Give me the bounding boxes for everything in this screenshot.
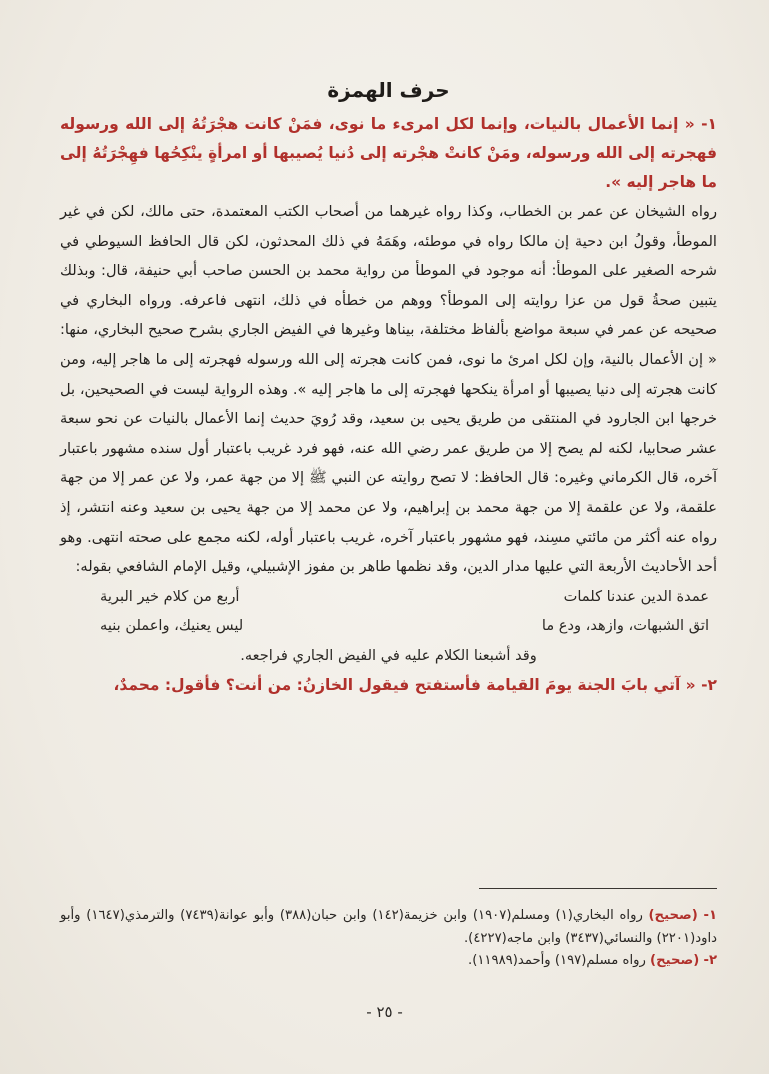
hadith-1-commentary: رواه الشيخان عن عمر بن الخطاب، وكذا رواه غيرهما من أصحاب الكتب المعتمدة، حتى مالك، لكن في غير الموطأ، وقولُ ابن دحية إن مالكا رواه في موطئه، وهَمَهُ في ذلك المحدثون، لكن قال الحافظ السيوطي في شرحه الصغير على الموطأ: أنه موجود في الموطأ من رواية محمد بن الحسن صاحب أبي حنيفة، قال: وبذلك يتبين صحةُ قول من عزا روايته إلى الموطأ؟ ووهم من خطأه في ذلك، انتهى فاعرفه. ورواه البخاري في صحيحه عن عمر في سبعة مواضع بألفاظ مختلفة، بيناها وغيرها في الفيض الجاري بشرح صحيح البخاري، منها: « إن الأعمال بالنية، وإن لكل امرئ ما نوى، فمن كانت هجرته إلى الله ورسوله فهجرته إلى ما هاجر إليه، ومن كانت هجرته إلى دنيا يصيبها أو امرأة ينكحها فهجرته إلى ما هاجر إليه ». وهذه الرواية ليست في الصحيحين، بل خرجها ابن الجارود في المنتقى من طريق يحيى بن سعيد، وقد رُويَ حديث إنما الأعمال بالنيات عن نحو سبعة عشر صحابيا، لكنه لم يصح إلا من طريق عمر رضي الله عنه، فهو فرد غريب باعتبار أول سنده مشهور باعتبار آخره، قال الكرماني وغيره: قال الحافظ: لا تصح روايته عن النبي ﷺ إلا من جهة عمر، ولا عن عمر إلا من جهة علقمة، ولا عن علقمة إلا من جهة محمد بن إبراهيم، ولا عن محمد إلا من جهة يحيى بن سعيد وعنه انتشر، إذ رواه عنه أكثر من مائتي مسِند، فهو مشهور باعتبار آخره، غريب باعتبار أوله، لكنه مجمع على صحته انتهى. وهو أحد الأحاديث الأربعة التي عليها مدار الدين، وقد نظمها طاهر بن مفوز الإشبيلي، وقيل الإمام الشافعي بقوله: xyxy=(60,203,717,576)
poem-line xyxy=(60,582,717,612)
hadith-2-text: ٢- « آتي بابَ الجنة يومَ القيامة فأستفتح فيقول الخازنُ: من أنت؟ فأقول: محمدٌ، xyxy=(113,675,717,694)
poem-hemistich-first: عمدة الدين عندنا كلمات xyxy=(563,587,709,605)
chapter-title: حرف الهمزة xyxy=(327,78,450,102)
footnote-grade: (صحيح) xyxy=(650,953,700,968)
footnote-separator xyxy=(479,888,717,889)
poem-note: وقد أشبعنا الكلام عليه في الفيض الجاري فراجعه. xyxy=(240,646,537,664)
poem-hemistich-first: اتق الشبهات، وازهد، ودع ما xyxy=(541,617,709,635)
footnotes xyxy=(60,905,717,973)
poem-line xyxy=(60,611,717,641)
poem-hemistich-second: ليس يعنيك، واعملن بنيه xyxy=(100,617,244,635)
footnote-number: ٢- xyxy=(703,953,717,968)
page-number: - ٢٥ - xyxy=(366,1003,403,1021)
footnote-grade: (صحيح) xyxy=(648,908,698,923)
footnote xyxy=(60,905,717,950)
footnote xyxy=(60,950,717,973)
footnote-text: رواه البخاري(١) ومسلم(١٩٠٧) وابن خزيمة(١٤٢) وابن حبان(٣٨٨) وأبو عوانة(٧٤٣٩) والترمذي(١٦٤٧) وأبو داود(٢٢٠١) والنسائي(٣٤٣٧) وابن ماجه(٤٢٢٧). xyxy=(60,908,717,946)
poem-hemistich-second: أربع من كلام خير البرية xyxy=(100,587,240,605)
main-content xyxy=(60,78,717,700)
hadith-1-text: ١- « إنما الأعمال بالنيات، وإنما لكل امرىء ما نوى، فمَنْ كانت هجْرَتُهُ إلى الله ورسوله فهجرته إلى الله ورسوله، ومَنْ كانتْ هجْرته إلى دُنيا يُصيبها أو امرأةٍ ينْكِحُها فهِجْرَتُهُ إلى ما هاجر إليه ». xyxy=(60,115,717,191)
footnote-text: رواه مسلم(١٩٧) وأحمد(١١٩٨٩). xyxy=(468,953,651,968)
footnote-number: ١- xyxy=(703,908,717,923)
poem xyxy=(60,582,717,671)
